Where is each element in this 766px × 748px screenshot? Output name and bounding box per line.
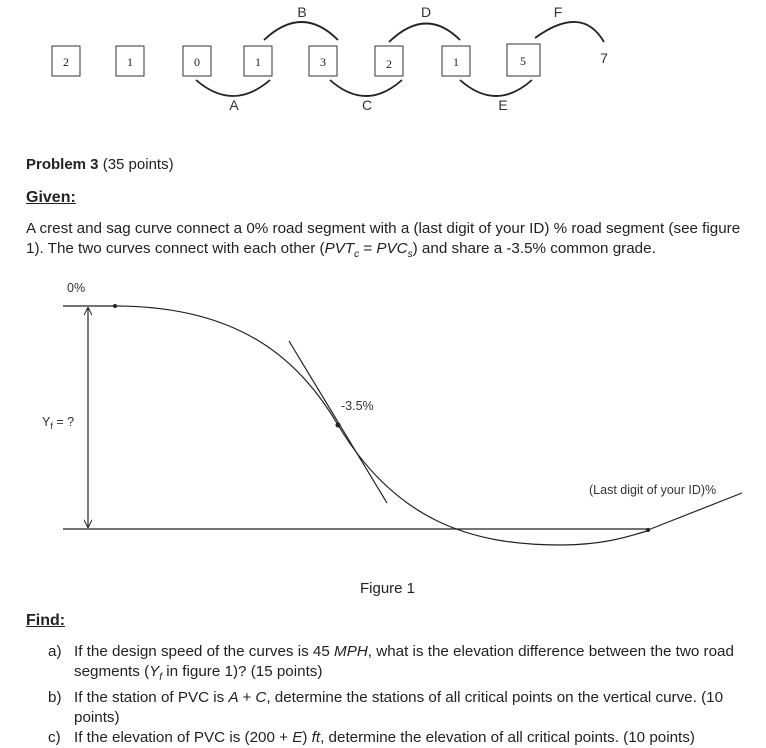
label-common-grade: -3.5%	[341, 399, 374, 413]
find-item-b	[48, 688, 748, 728]
label-last-digit-grade: (Last digit of your ID)%	[589, 483, 717, 497]
id-digits-diagram	[0, 0, 766, 120]
label-zero-percent: 0%	[67, 281, 86, 295]
item-c-text-2: )	[302, 729, 312, 747]
item-a-text-1: If the design speed of the curves is 45	[74, 643, 335, 660]
item-b-text-1: If the station of PVC is	[74, 689, 229, 707]
arc-b	[264, 22, 338, 40]
item-b-expression: A + C	[228, 689, 267, 707]
given-heading: Given:	[26, 189, 76, 206]
figure-caption: Figure 1	[360, 580, 416, 597]
item-c-ft: ft	[311, 729, 321, 747]
pvt-pvc-point	[336, 423, 341, 428]
label-yf-subscript: f	[50, 421, 53, 431]
final-grade-line	[648, 493, 742, 530]
item-text	[74, 642, 748, 688]
trailing-digit: 7	[600, 50, 608, 66]
digit-value: 3	[320, 55, 326, 69]
pvc-subscript: s	[407, 249, 413, 261]
pvt-term: PVT	[324, 240, 355, 257]
arc-label-b: B	[297, 4, 307, 20]
pvt-point	[646, 528, 650, 532]
given-text-1: A crest and sag curve connect a 0% road segment with a (last digit of your ID) % road segment (see figure 1). The two curves connect with each other (	[26, 220, 741, 257]
label-yf-suffix: = ?	[52, 415, 75, 429]
item-label: a)	[48, 643, 62, 660]
digit-value: 0	[194, 55, 200, 69]
item-text	[74, 728, 748, 748]
item-c-text-1: If the elevation of PVC is (200 +	[74, 729, 293, 747]
tangent-line	[289, 341, 387, 503]
given-paragraph	[26, 219, 756, 265]
digit-value: 2	[386, 57, 392, 71]
label-yf	[42, 415, 74, 431]
item-a-text-3: in figure 1)? (15 points)	[162, 663, 323, 680]
given-text-2: ) and share a -3.5% common grade.	[412, 240, 656, 257]
arc-f	[535, 22, 604, 42]
problem-title	[26, 156, 174, 173]
arc-label-d: D	[420, 4, 432, 20]
digit-value: 1	[127, 55, 133, 69]
item-c-text-3: , determine the elevation of all critical points. (10 points)	[320, 729, 695, 747]
find-item-c	[48, 728, 748, 748]
digit-value: 1	[255, 55, 261, 69]
item-label: b)	[48, 689, 62, 707]
item-a-y-subscript: f	[159, 672, 163, 684]
equals-sign: =	[359, 240, 377, 257]
item-a-y: Y	[149, 663, 160, 680]
item-text	[74, 688, 748, 728]
pvc-term: PVC	[376, 240, 408, 257]
item-a-mph: MPH	[334, 643, 368, 660]
find-heading: Find:	[26, 612, 66, 629]
digit-value: 5	[520, 54, 526, 68]
digit-boxes	[52, 44, 540, 76]
digit-value: 2	[63, 55, 69, 69]
arc-label-e: E	[498, 97, 508, 113]
pvc-point	[113, 304, 117, 308]
item-a-text-2: , what is the elevation difference between the two road segments (	[74, 643, 734, 680]
label-yf-letter: Y	[42, 415, 51, 429]
figure-1	[0, 270, 766, 560]
digit-value: 1	[453, 55, 459, 69]
item-label: c)	[48, 729, 61, 747]
problem-number: Problem 3	[26, 156, 99, 173]
item-c-e: E	[292, 729, 303, 747]
find-list	[48, 642, 748, 748]
arc-label-a: A	[229, 97, 239, 113]
arc-label-c: C	[361, 97, 373, 113]
arc-label-f: F	[553, 4, 563, 20]
arc-d	[389, 23, 460, 42]
arc-c	[330, 80, 402, 96]
arc-a	[196, 80, 270, 96]
pvt-subscript: c	[354, 249, 360, 261]
item-b-text-2: , determine the stations of all critical points on the vertical curve. (10 points)	[74, 689, 724, 727]
crest-curve	[115, 306, 338, 425]
arc-e	[460, 80, 532, 96]
find-item-a	[48, 642, 748, 688]
problem-points: (35 points)	[102, 156, 174, 173]
